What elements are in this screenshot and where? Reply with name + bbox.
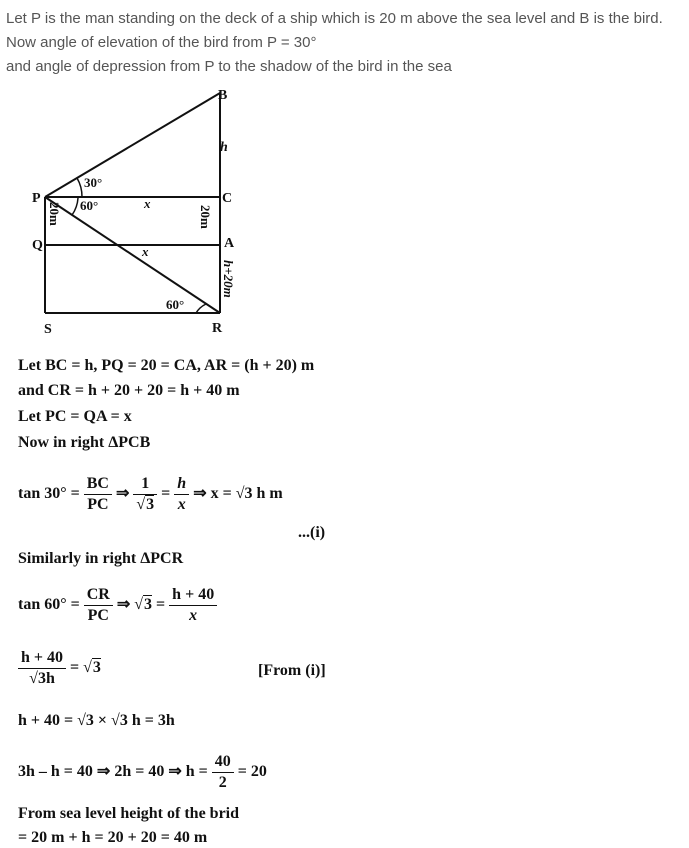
equation-tan30 xyxy=(18,474,283,515)
frac3-den: √3h xyxy=(29,670,55,687)
line-p-b xyxy=(45,93,220,197)
fraction-cr-pc xyxy=(84,585,113,626)
solve-h-rhs: = 20 xyxy=(237,763,267,781)
fraction-bc-pc xyxy=(84,474,112,515)
equals-2: = xyxy=(156,596,166,614)
label-angle-60-r: 60° xyxy=(166,297,185,312)
label-p: P xyxy=(32,191,41,206)
arrow-2: ⇒ xyxy=(116,596,131,614)
label-h: h xyxy=(220,140,228,155)
arc-60-r xyxy=(196,304,206,313)
result-x: ⇒ x = √3 h m xyxy=(193,485,283,503)
intro-line-2: Now angle of elevation of the bird from P = 30° xyxy=(6,34,317,51)
label-x-top: x xyxy=(144,196,151,211)
solution-line-6: h + 40 = √3 × √3 h = 3h xyxy=(18,712,175,729)
sqrt3-3: 3 xyxy=(92,659,101,677)
label-q: Q xyxy=(32,238,43,253)
arrow-1: ⇒ xyxy=(115,485,130,503)
frac-h: h xyxy=(177,475,187,492)
label-angle-60-p: 60° xyxy=(80,198,99,213)
frac-h-plus-40: h + 40 xyxy=(169,585,217,606)
frac-cr: CR xyxy=(84,585,113,606)
fraction-1-sqrt3: $\frac{1}{√3}$ xyxy=(133,474,157,515)
solution-line-5: Similarly in right ΔPCR xyxy=(18,550,184,567)
label-s: S xyxy=(44,322,52,335)
intro-line-1: Let P is the man standing on the deck of a ship which is 20 m above the sea level and B is the bird. xyxy=(6,10,663,27)
solution-line-3: Let PC = QA = x xyxy=(18,408,132,425)
fraction-h40-sqrt3h xyxy=(18,648,66,689)
label-b: B xyxy=(218,88,228,103)
intro-text xyxy=(6,7,689,79)
frac-x-2: x xyxy=(189,607,198,624)
equals-1: = xyxy=(161,485,171,503)
frac-pc-2: PC xyxy=(87,607,109,624)
frac-x: x xyxy=(177,496,186,513)
solution-line-4: Now in right ΔPCB xyxy=(18,434,151,451)
frac-one: 1 xyxy=(133,474,157,495)
equation-solve-h xyxy=(18,752,267,793)
arc-30 xyxy=(77,178,82,197)
equals-3: = xyxy=(70,659,80,677)
equation-ref-i: ...(i) xyxy=(298,524,326,541)
tan30-lhs: tan 30° = xyxy=(18,485,80,503)
equation-from-i: $\frac{h + 40}{√3h}$ = √3 xyxy=(18,648,101,689)
intro-line-3: and angle of depression from P to the shadow of the bird in the sea xyxy=(6,58,452,75)
frac3-num: h + 40 xyxy=(18,648,66,669)
geometry-figure xyxy=(20,85,280,335)
fraction-h-x xyxy=(174,474,189,515)
solution-line-8: From sea level height of the brid xyxy=(18,805,240,822)
solve-h-lhs: 3h – h = 40 ⇒ 2h = 40 ⇒ h = xyxy=(18,763,208,781)
tan60-lhs: tan 60° = xyxy=(18,596,80,614)
label-ca-20m: 20m xyxy=(198,205,213,229)
frac-two: 2 xyxy=(218,774,227,791)
label-r: R xyxy=(212,321,223,335)
label-ar: h+20m xyxy=(221,260,236,298)
from-i-note: [From (i)] xyxy=(258,662,326,679)
label-c: C xyxy=(222,191,233,206)
solution-line-1: Let BC = h, PQ = 20 = CA, AR = (h + 20) m xyxy=(18,357,315,374)
fraction-40-2 xyxy=(212,752,234,793)
label-x-mid: x xyxy=(142,244,149,259)
frac-forty: 40 xyxy=(212,752,234,773)
label-a: A xyxy=(224,236,235,251)
arc-60-p xyxy=(72,198,78,215)
solution-line-2: and CR = h + 20 + 20 = h + 40 m xyxy=(18,382,240,399)
sqrt3-2: 3 xyxy=(144,596,153,614)
frac-sqrt3: 3 xyxy=(146,496,155,513)
label-angle-30: 30° xyxy=(84,175,103,190)
line-p-r xyxy=(45,197,220,313)
fraction-h40-x xyxy=(169,585,217,626)
label-pq-20m: 20m xyxy=(47,202,62,226)
frac-bc: BC xyxy=(84,474,112,495)
solution-line-9: = 20 m + h = 20 + 20 = 40 m xyxy=(18,829,208,846)
frac-pc: PC xyxy=(87,496,109,513)
equation-tan60: tan 60° = $\frac{CR}{PC}$ ⇒ √3 = $\frac{h + 40}{x}$ xyxy=(18,585,217,626)
